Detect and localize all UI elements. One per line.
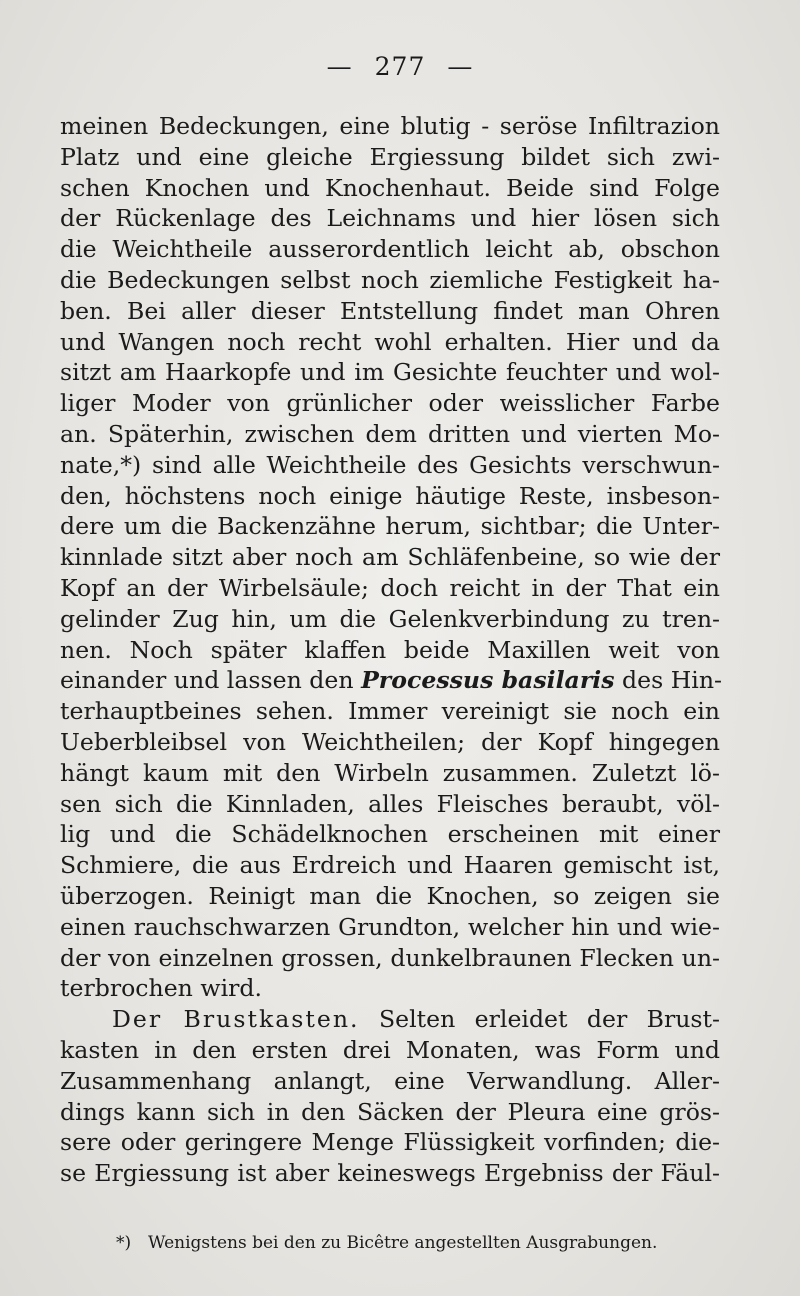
body-line: dere um die Backenzähne herum, sichtbar; die Unter- <box>60 512 720 541</box>
body-line: nen. Noch später klaffen beide Maxillen weit von <box>60 635 720 664</box>
body-line: ben. Bei aller dieser Entstellung findet man Ohren <box>60 296 720 325</box>
body-line: Platz und eine gleiche Ergiessung bildet sich zwi- <box>60 142 720 171</box>
body-line: die Bedeckungen selbst noch ziemliche Festigkeit ha- <box>60 265 720 294</box>
body-line: der Rückenlage des Leichnams und hier lösen sich <box>60 204 720 233</box>
body-line: kasten in den ersten drei Monaten, was Form und <box>60 1035 720 1064</box>
body-line: schen Knochen und Knochenhaut. Beide sind Folge <box>60 173 720 202</box>
body-line: an. Späterhin, zwischen dem dritten und vierten Mo- <box>60 419 720 448</box>
body-line: nate,*) sind alle Weichtheile des Gesichts verschwun- <box>60 450 720 479</box>
page-number: 277 <box>374 52 426 81</box>
body-text <box>60 111 720 1189</box>
body-line: und Wangen noch recht wohl erhalten. Hier und da <box>60 327 720 356</box>
body-line: die Weichtheile ausserordentlich leicht ab, obschon <box>60 235 720 264</box>
text-span: Selten erleidet der Brust- <box>359 1005 720 1034</box>
section-heading: Der Brustkasten. <box>112 1005 360 1034</box>
body-line: kinnlade sitzt aber noch am Schläfenbeine, so wie der <box>60 543 720 572</box>
latin-term: Processus basilaris <box>361 666 615 695</box>
page-number-dash-left: — <box>326 52 353 81</box>
body-line: Schmiere, die aus Erdreich und Haaren gemischt ist, <box>60 851 720 880</box>
body-line: einen rauchschwarzen Grundton, welcher hin und wie- <box>60 912 720 941</box>
body-line: sere oder geringere Menge Flüssigkeit vorfinden; die- <box>60 1128 720 1157</box>
body-line: hängt kaum mit den Wirbeln zusammen. Zuletzt lö- <box>60 758 720 787</box>
body-line: sen sich die Kinnladen, alles Fleisches beraubt, völ- <box>60 789 720 818</box>
body-line: liger Moder von grünlicher oder weisslicher Farbe <box>60 389 720 418</box>
body-line: sitzt am Haarkopfe und im Gesichte feuchter und wol- <box>60 358 720 387</box>
body-line: meinen Bedeckungen, eine blutig - seröse Infiltrazion <box>60 112 720 140</box>
body-line: überzogen. Reinigt man die Knochen, so zeigen sie <box>60 881 720 910</box>
footnote <box>116 1232 736 1254</box>
text-span: einander und lassen den <box>60 666 362 695</box>
body-line: den, höchstens noch einige häutige Reste, insbeson- <box>60 481 720 510</box>
paragraph-end-line: terbrochen wird. <box>60 974 262 1003</box>
body-line: terhauptbeines sehen. Immer vereinigt sie noch ein <box>60 697 720 726</box>
page-number-header <box>0 52 800 81</box>
footnote-text: Wenigstens bei den zu Bicêtre angestellten Ausgrabungen. <box>148 1233 658 1253</box>
text-span: des Hin- <box>614 666 722 695</box>
body-line-processus <box>60 665 720 696</box>
body-line: se Ergiessung ist aber keineswegs Ergebniss der Fäul- <box>60 1159 720 1188</box>
footnote-mark: *) <box>116 1233 132 1253</box>
body-line: Zusammenhang anlangt, eine Verwandlung. Aller- <box>60 1066 720 1095</box>
page-number-dash-right: — <box>447 52 474 81</box>
body-line: gelinder Zug hin, um die Gelenkverbindung zu tren- <box>60 604 720 633</box>
body-line: lig und die Schädelknochen erscheinen mit einer <box>60 820 720 849</box>
body-line: Ueberbleibsel von Weichtheilen; der Kopf hingegen <box>60 727 720 756</box>
body-line: dings kann sich in den Säcken der Pleura eine grös- <box>60 1097 720 1126</box>
section-first-line <box>60 1004 720 1035</box>
body-line: der von einzelnen grossen, dunkelbraunen Flecken un- <box>60 943 720 972</box>
body-line: Kopf an der Wirbelsäule; doch reicht in der That ein <box>60 573 720 602</box>
